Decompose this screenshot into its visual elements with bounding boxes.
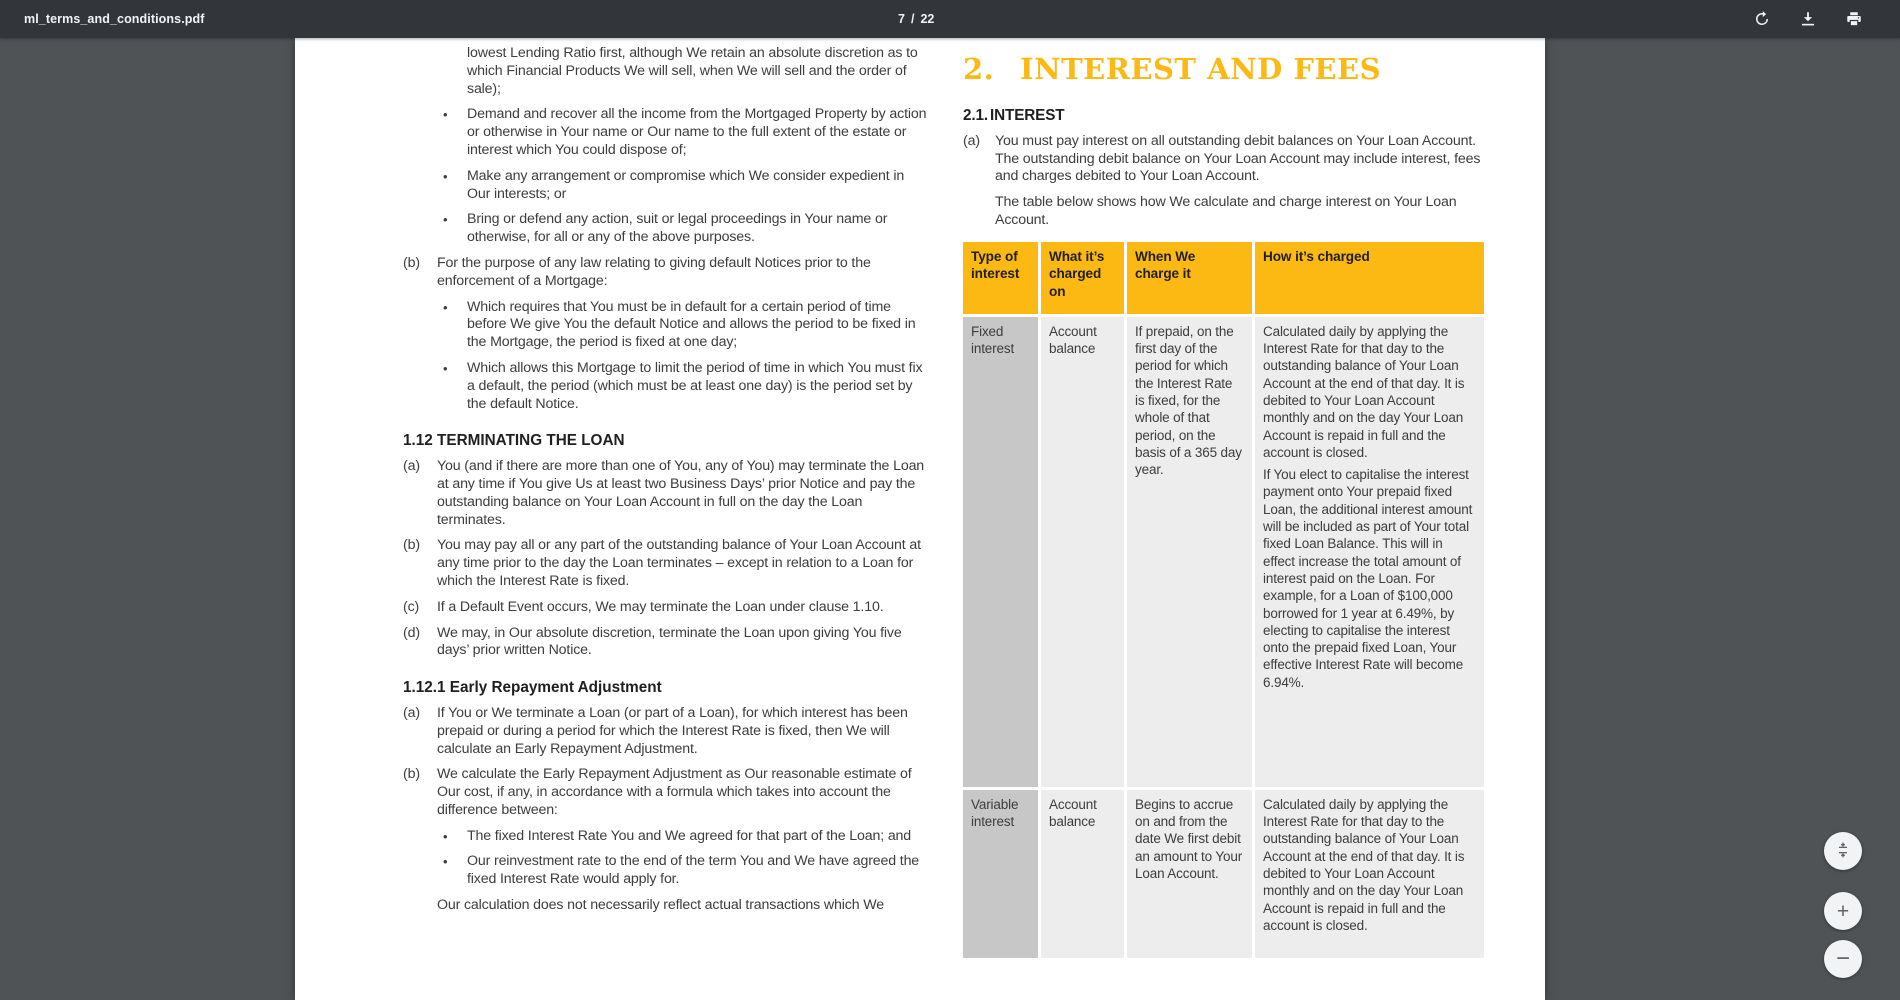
letter-marker: (b) xyxy=(403,254,420,271)
bullet-marker: • xyxy=(443,107,448,123)
list-item-text: Which requires that You must be in default for a certain period of time before We give You the default Notice and allows the period to be fixed in the Mortgage, the period is fixed at one day; xyxy=(467,298,916,351)
paragraph: Our calculation does not necessarily reflect actual transactions which We xyxy=(437,897,884,914)
cell-paragraph: Calculated daily by applying the Interest Rate for that day to the outstanding balance of Your Loan Account at the end of that day. It is debited to Your Loan Account monthly and on the day Your Loan Account is repaid in full and the account is closed. xyxy=(1263,796,1465,933)
zoom-out-button[interactable] xyxy=(1824,940,1862,978)
table-row xyxy=(963,317,1484,787)
section-subheading: 1.12.1 Early Repayment Adjustment xyxy=(403,679,662,697)
list-item-text: You (and if there are more than one of You, any of You) may terminate the Loan at any time if You give Us at least two Business Days’ prior Notice and pay the outstanding balance on Your Loan Account in full on the day the Loan terminates. xyxy=(437,458,925,528)
cell-how-charged xyxy=(1255,317,1484,787)
cell-charged-on: Account balance xyxy=(1041,317,1124,787)
toolbar-actions xyxy=(1746,0,1870,38)
clause-heading xyxy=(963,107,1490,125)
download-button[interactable] xyxy=(1792,3,1824,35)
list-item-text: You may pay all or any part of the outstanding balance of Your Loan Account at any time prior to the day the Loan terminates – except in relation to a Loan for which the Interest Rate is fixed. xyxy=(437,537,921,589)
list-item xyxy=(403,625,930,661)
list-item xyxy=(403,537,930,590)
column-header: What it’s charged on xyxy=(1041,242,1124,314)
letter-marker: (b) xyxy=(403,766,420,783)
list-item-text: lowest Lending Ratio first, although We retain an absolute discretion as to which Financial Products We will sell, when We will sell and the order of sale); xyxy=(467,45,918,97)
document-filename: ml_terms_and_conditions.pdf xyxy=(24,12,205,26)
cell-how-charged xyxy=(1255,790,1484,958)
rotate-button[interactable] xyxy=(1746,3,1778,35)
list-item xyxy=(403,360,930,413)
cell-charged-on: Account balance xyxy=(1041,790,1124,958)
list-item xyxy=(963,133,1490,186)
letter-marker: (a) xyxy=(963,132,980,149)
list-item xyxy=(403,458,930,529)
list-item xyxy=(403,766,930,819)
letter-marker: (c) xyxy=(403,598,420,615)
cell-when-charged: Begins to accrue on and from the date We first debit an amount to Your Loan Account. xyxy=(1127,790,1252,958)
list-item xyxy=(403,705,930,758)
bullet-marker: • xyxy=(443,168,448,184)
list-item xyxy=(403,45,930,98)
bullet-marker: • xyxy=(443,299,448,315)
fit-page-icon xyxy=(1835,841,1851,862)
cell-paragraph: Calculated daily by applying the Interest Rate for that day to the outstanding balance of Your Loan Account at the end of that day. It is debited to Your Loan Account monthly and on the day Your Loan Account is repaid in full and the account is closed. xyxy=(1263,323,1465,460)
download-icon xyxy=(1799,10,1817,28)
page-number-input[interactable]: 7 xyxy=(898,12,905,26)
list-item xyxy=(403,299,930,352)
bullet-marker: • xyxy=(443,828,448,844)
table-header-row xyxy=(963,242,1484,314)
interest-table xyxy=(960,239,1487,961)
chapter-heading xyxy=(963,53,1490,86)
list-item xyxy=(403,599,930,617)
cell-paragraph: If You elect to capitalise the interest payment onto Your prepaid fixed Loan, the additional interest amount will be included as part of Your total fixed Loan Balance. This will in effect increase the total amount of interest paid on the Loan. For example, for a Loan of $100,000 borrowed for 1 year at 6.49%, by electing to capitalise the interest onto the prepaid fixed Loan, Your effective Interest Rate will become 6.94%. xyxy=(1263,467,1473,690)
list-item-text: If a Default Event occurs, We may terminate the Loan under clause 1.10. xyxy=(437,598,884,615)
list-item-text: We calculate the Early Repayment Adjustment as Our reasonable estimate of Our cost, if any, in accordance with a formula which takes into account the difference between: xyxy=(437,766,912,818)
print-button[interactable] xyxy=(1838,3,1870,35)
page-total: 22 xyxy=(920,12,935,26)
pdf-page xyxy=(295,38,1545,1000)
chapter-number: 2. xyxy=(963,52,995,86)
cell-when-charged: If prepaid, on the first day of the period for which the Interest Rate is fixed, for the whole of that period, on the basis of a 365 day year. xyxy=(1127,317,1252,787)
list-item-text: Bring or defend any action, suit or legal proceedings in Your name or otherwise, for all or any of the above purposes. xyxy=(467,211,888,246)
page-separator: / xyxy=(910,12,915,26)
bullet-marker: • xyxy=(443,212,448,228)
list-item-text: Which allows this Mortgage to limit the period of time in which You must fix a default, the period (which must be at least one day) is the period set by the default Notice. xyxy=(467,359,923,412)
clause-number: 2.1. xyxy=(963,107,988,124)
section-heading: 1.12 TERMINATING THE LOAN xyxy=(403,432,625,450)
column-header: How it’s charged xyxy=(1255,242,1484,314)
chapter-title: INTEREST AND FEES xyxy=(1020,52,1382,86)
list-item-text: The fixed Interest Rate You and We agreed for that part of the Loan; and xyxy=(467,827,912,844)
list-item-text: Make any arrangement or compromise which We consider expedient in Our interests; or xyxy=(467,167,905,202)
list-item-text: You must pay interest on all outstanding debit balances on Your Loan Account. The outstanding debit balance on Your Loan Account may include interest, fees and charges debited to Your Loan Account. xyxy=(995,132,1481,185)
zoom-controls xyxy=(1824,832,1862,978)
list-item-text: Demand and recover all the income from the Mortgaged Property by action or otherwise in Your name or Our name to the full extent of the estate or interest which You could dispose of; xyxy=(467,106,927,158)
letter-marker: (b) xyxy=(403,537,420,554)
list-item xyxy=(403,255,930,291)
column-header: When We charge it xyxy=(1127,242,1252,314)
list-item-text: Our reinvestment rate to the end of the term You and We have agreed the fixed Interest Rate would apply for. xyxy=(467,853,920,888)
minus-icon: − xyxy=(1835,945,1850,972)
print-icon xyxy=(1845,10,1863,28)
fit-page-button[interactable] xyxy=(1824,832,1862,870)
right-text-column xyxy=(963,38,1490,961)
list-item xyxy=(403,211,930,247)
pdf-toolbar xyxy=(0,0,1900,38)
list-item xyxy=(403,828,930,846)
left-text-column xyxy=(403,38,930,915)
list-item-text: If You or We terminate a Loan (or part of a Loan), for which interest has been prepaid or during a period for which the Interest Rate is fixed, then We will calculate an Early Repayment Adjustment. xyxy=(437,704,908,757)
cell-interest-type: Fixed interest xyxy=(963,317,1038,787)
plus-icon: + xyxy=(1836,899,1850,923)
table-row xyxy=(963,790,1484,958)
clause-title: INTEREST xyxy=(990,107,1065,124)
column-header: Type of interest xyxy=(963,242,1038,314)
list-item xyxy=(403,106,930,159)
letter-marker: (d) xyxy=(403,624,420,641)
bullet-marker: • xyxy=(443,360,448,376)
letter-marker: (a) xyxy=(403,704,420,721)
cell-interest-type: Variable interest xyxy=(963,790,1038,958)
list-item-text: For the purpose of any law relating to giving default Notices prior to the enforcement of a Mortgage: xyxy=(437,254,871,289)
bullet-marker: • xyxy=(443,854,448,870)
list-item-text: We may, in Our absolute discretion, terminate the Loan upon giving You five days’ prior written Notice. xyxy=(437,624,902,659)
page-indicator xyxy=(898,0,934,38)
list-item xyxy=(403,853,930,889)
paragraph: The table below shows how We calculate and charge interest on Your Loan Account. xyxy=(995,194,1457,228)
rotate-icon xyxy=(1753,10,1771,28)
list-item xyxy=(403,168,930,204)
letter-marker: (a) xyxy=(403,458,420,475)
zoom-in-button[interactable] xyxy=(1824,892,1862,930)
